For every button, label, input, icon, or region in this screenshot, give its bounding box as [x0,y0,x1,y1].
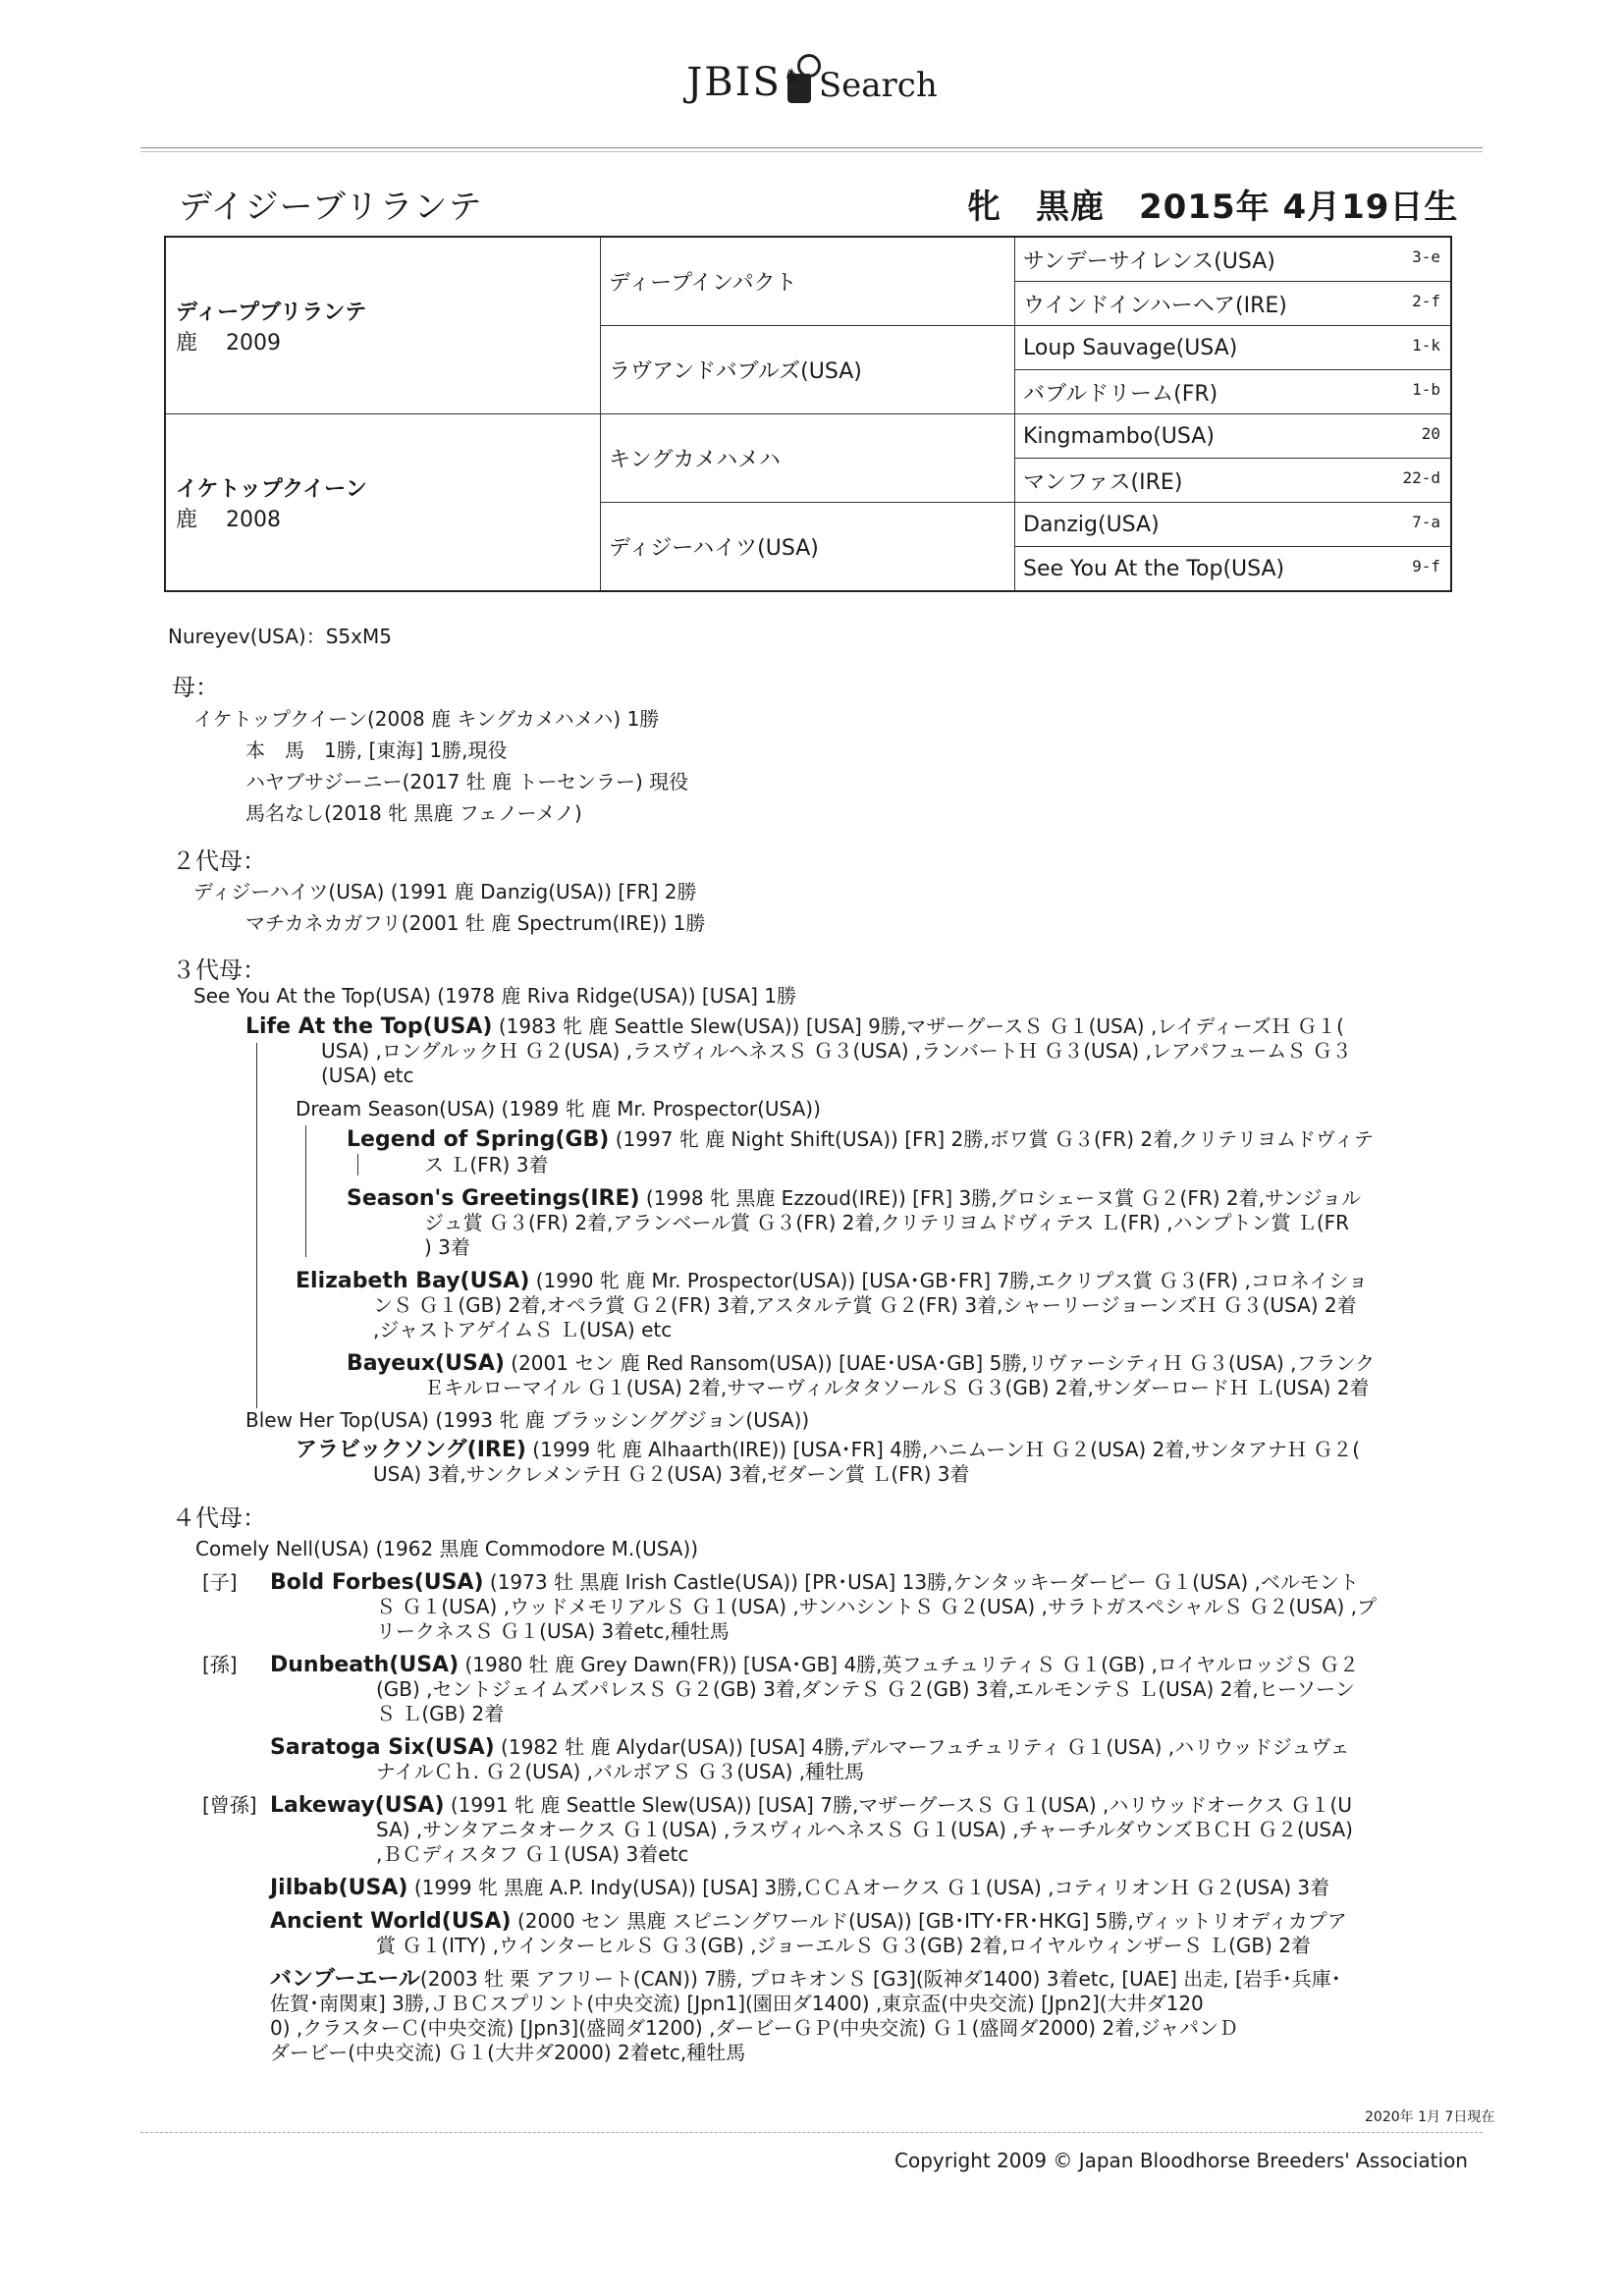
horse-name-bold[interactable]: アラビックソング(IRE) [296,1438,526,1462]
generation-label: [孫] [202,1653,238,1676]
grandparent-cell [601,237,1015,326]
family-line: Bayeux(USA) (2001 セン 鹿 Red Ransom(USA)) [UAE･USA･GB] 5勝,リヴァーシティＨ Ｇ３(USA) ,フランク [347,1351,1376,1376]
great-grandparent-cell [1015,282,1452,326]
great-grandparent-name[interactable]: バブルドリーム(FR) [1023,381,1218,407]
horse-name-bold[interactable]: Lakeway(USA) [270,1793,445,1818]
horse-name-bold[interactable]: Season's Greetings(IRE) [347,1186,640,1211]
tree-connector [256,1043,257,1408]
family-line: USA) 3着,サンクレメンテＨ Ｇ２(USA) 3着,ゼダーン賞 Ｌ(FR) 3着 [373,1462,970,1486]
family-line: ,ジャストアゲイムＳ Ｌ(USA) etc [373,1318,673,1341]
family-line: ,ＢＣディスタフ Ｇ１(USA) 3着etc [376,1842,689,1866]
family-line: Lakeway(USA) (1991 牝 鹿 Seattle Slew(USA)) [USA] 7勝,マザーグースＳ Ｇ１(USA) ,ハリウッドオークス Ｇ１(U [270,1793,1352,1818]
logo-jbis-text: JBIS [686,60,782,105]
header [0,54,1624,105]
section-fourth-dam: ４代母： [172,1504,266,1532]
family-line: 馬名なし(2018 牝 黒鹿 フェノーメノ) [245,801,582,825]
horse-name-bold[interactable]: Dunbeath(USA) [270,1653,460,1677]
section-second-dam: ２代母： [172,847,266,875]
family-code: 1-b [1412,380,1440,399]
sire-detail: 鹿 2009 [176,330,281,355]
tree-connector [305,1125,306,1257]
family-line: ジュ賞 Ｇ３(FR) 2着,アランベール賞 Ｇ３(FR) 2着,クリテリヨムドヴィテス Ｌ(FR) ,ハンプトン賞 Ｌ(FR [424,1211,1350,1234]
family-line: 本 馬 1勝, [東海] 1勝,現役 [245,738,508,762]
family-line: ス Ｌ(FR) 3着 [424,1153,549,1176]
horse-name: デイジーブリランテ [179,188,483,227]
horse-name-bold[interactable]: Elizabeth Bay(USA) [296,1269,530,1293]
as-of-date: 2020年 1月 7日現在 [1365,2109,1495,2125]
great-grandparent-name[interactable]: Loup Sauvage(USA) [1023,335,1238,360]
great-grandparent-cell [1015,237,1452,282]
great-grandparent-name[interactable]: Danzig(USA) [1023,512,1160,537]
family-line: Saratoga Six(USA) (1982 牡 鹿 Alydar(USA)) [USA] 4勝,デルマーフュチュリティ Ｇ１(USA) ,ハリウッドジュヴェ [270,1735,1350,1760]
family-code: 3-e [1412,247,1440,266]
great-grandparent-cell [1015,459,1452,503]
horse-name-bold[interactable]: Jilbab(USA) [270,1876,408,1900]
copyright: Copyright 2009 © Japan Bloodhorse Breeders' Association [894,2149,1468,2172]
family-line: Dunbeath(USA) (1980 牡 鹿 Grey Dawn(FR)) [USA･GB] 4勝,英フュチュリティＳ Ｇ１(GB) ,ロイヤルロッジＳ Ｇ２ [270,1653,1359,1677]
jbis-search-logo[interactable] [686,54,938,105]
horse-cup-icon: ♞ [784,54,817,105]
family-line: 佐賀･南関東] 3勝,ＪＢＣスプリント(中央交流) [Jpn1](園田ダ1400) ,東京盃(中央交流) [Jpn2](大井ダ120 [270,1992,1204,2015]
family-line: See You At the Top(USA) (1978 鹿 Riva Ridge(USA)) [USA] 1勝 [193,984,796,1008]
grandparent-cell [601,326,1015,414]
family-line: Jilbab(USA) (1999 牝 黒鹿 A.P. Indy(USA)) [USA] 3勝,ＣＣＡオークス Ｇ１(USA) ,コティリオンＨ Ｇ２(USA) 3着 [270,1876,1330,1900]
family-line: ンＳ Ｇ１(GB) 2着,オペラ賞 Ｇ２(FR) 3着,アスタルテ賞 Ｇ２(FR) 3着,シャーリージョーンズＨ Ｇ３(USA) 2着 [373,1293,1357,1317]
horse-name-bold[interactable]: Saratoga Six(USA) [270,1735,495,1760]
family-line: (USA) etc [321,1064,414,1087]
horse-name-bold[interactable]: Life At the Top(USA) [245,1014,493,1039]
great-grandparent-cell [1015,503,1452,547]
dam-cell [165,414,601,592]
family-line: リークネスＳ Ｇ１(USA) 3着etc,種牡馬 [376,1619,730,1643]
family-line: Season's Greetings(IRE) (1998 牝 黒鹿 Ezzoud(IRE)) [FR] 3勝,グロシェーヌ賞 Ｇ２(FR) 2着,サンジョル [347,1186,1362,1211]
sire-name[interactable]: ディープブリランテ [176,300,367,325]
family-line: Legend of Spring(GB) (1997 牝 鹿 Night Shift(USA)) [FR] 2勝,ボワ賞 Ｇ３(FR) 2着,クリテリヨムドヴィテ [347,1127,1374,1152]
great-grandparent-name[interactable]: Kingmambo(USA) [1023,423,1215,449]
horse-name-bold[interactable]: バンブーエール [270,1967,420,1992]
great-grandparent-name[interactable]: See You At the Top(USA) [1023,556,1285,581]
family-line: Elizabeth Bay(USA) (1990 牝 鹿 Mr. Prospector(USA)) [USA･GB･FR] 7勝,エクリプス賞 Ｇ３(FR) ,コロネイショ [296,1269,1369,1293]
great-grandparent-name[interactable]: マンファス(IRE) [1023,469,1183,495]
great-grandparent-name[interactable]: サンデーサイレンス(USA) [1023,248,1275,274]
great-grandparent-name[interactable]: ウインドインハーヘア(IRE) [1023,293,1287,318]
sire-cell [165,237,601,414]
family-code: 2-f [1412,292,1440,310]
family-line: ハヤブサジーニー(2017 牡 鹿 トーセンラー) 現役 [245,770,689,793]
grandparent-name[interactable]: ディープインパクト [609,271,797,296]
horse-info: 牝 黒鹿 2015年 4月19日生 [967,188,1459,227]
family-line: マチカネカガフリ(2001 牡 鹿 Spectrum(IRE)) 1勝 [245,911,706,935]
header-divider-inner [140,151,1483,152]
grandparent-cell [601,414,1015,503]
family-line: USA) ,ロングルックＨ Ｇ２(USA) ,ラスヴィルヘネスＳ Ｇ３(USA) ,ランバートＨ Ｇ３(USA) ,レアパフュームＳ Ｇ３ [321,1039,1352,1063]
grandparent-cell [601,503,1015,592]
grandparent-name[interactable]: ディジーハイツ(USA) [609,536,819,561]
family-line: 賞 Ｇ１(ITY) ,ウインターヒルＳ Ｇ３(GB) ,ジョーエルＳ Ｇ３(GB) 2着,ロイヤルウィンザーＳ Ｌ(GB) 2着 [376,1934,1311,1957]
header-divider [140,147,1483,148]
family-line: Ancient World(USA) (2000 セン 黒鹿 スピニングワールド(USA)) [GB･ITY･FR･HKG] 5勝,ヴィットリオディカプア [270,1909,1347,1934]
generation-label: [曾孫] [202,1793,257,1817]
section-third-dam: ３代母： [172,957,266,984]
family-line: Life At the Top(USA) (1983 牝 鹿 Seattle Slew(USA)) [USA] 9勝,マザーグースＳ Ｇ１(USA) ,レイディーズＨ Ｇ１( [245,1014,1344,1039]
inbreeding-cross: Nureyev(USA)：S5xM5 [168,625,392,648]
family-code: 1-k [1412,336,1440,355]
pedigree-table [164,236,1452,592]
family-code: 20 [1421,424,1440,443]
tree-connector [357,1154,358,1175]
dam-name[interactable]: イケトップクイーン [176,476,367,502]
family-line: Bold Forbes(USA) (1973 牡 黒鹿 Irish Castle(USA)) [PR･USA] 13勝,ケンタッキーダービー Ｇ１(USA) ,ベルモント [270,1570,1359,1595]
horse-name-bold[interactable]: Bayeux(USA) [347,1351,505,1376]
family-line: ディジーハイツ(USA) (1991 鹿 Danzig(USA)) [FR] 2勝 [193,880,697,903]
family-line: SA) ,サンタアニタオークス Ｇ１(USA) ,ラスヴィルヘネスＳ Ｇ１(USA) ,チャーチルダウンズＢＣＨ Ｇ２(USA) [376,1818,1353,1841]
family-code: 22-d [1402,468,1440,487]
horse-name-bold[interactable]: Legend of Spring(GB) [347,1127,610,1152]
great-grandparent-cell [1015,414,1452,459]
family-line: Ｓ Ｇ１(USA) ,ウッドメモリアルＳ Ｇ１(USA) ,サンハシントＳ Ｇ２(USA) ,サラトガスペシャルＳ Ｇ２(USA) ,プ [376,1595,1377,1618]
section-dam: 母： [172,674,219,701]
family-line: バンブーエール(2003 牡 栗 アフリート(CAN)) 7勝, プロキオンＳ [G3](阪神ダ1400) 3着etc, [UAE] 出走, [岩手･兵庫･ [270,1967,1341,1992]
grandparent-name[interactable]: キングカメハメハ [609,448,781,472]
family-line: ダービー(中央交流) Ｇ１(大井ダ2000) 2着etc,種牡馬 [270,2041,746,2064]
horse-name-bold[interactable]: Ancient World(USA) [270,1909,512,1934]
family-line: Ｓ Ｌ(GB) 2着 [376,1702,505,1725]
family-line: Dream Season(USA) (1989 牝 鹿 Mr. Prospector(USA)) [296,1097,821,1121]
great-grandparent-cell [1015,370,1452,414]
family-code: 9-f [1412,557,1440,575]
great-grandparent-cell [1015,547,1452,592]
grandparent-name[interactable]: ラヴアンドバブルズ(USA) [609,359,862,384]
family-line: ナイルＣｈ. Ｇ２(USA) ,バルボアＳ Ｇ３(USA) ,種牡馬 [376,1760,865,1783]
generation-label: [子] [202,1570,238,1594]
family-line: ) 3着 [424,1235,470,1259]
family-line: イケトップクイーン(2008 鹿 キングカメハメハ) 1勝 [193,707,660,731]
family-line: アラビックソング(IRE) (1999 牝 鹿 Alhaarth(IRE)) [USA･FR] 4勝,ハニムーンＨ Ｇ２(USA) 2着,サンタアナＨ Ｇ２( [296,1438,1361,1462]
family-line: Ｅキルローマイル Ｇ１(USA) 2着,サマーヴィルタタソールＳ Ｇ３(GB) 2着,サンダーロードＨ Ｌ(USA) 2着 [424,1376,1370,1399]
logo-search-text: Search [818,66,938,105]
footer-divider [140,2132,1483,2133]
horse-name-bold[interactable]: Bold Forbes(USA) [270,1570,484,1595]
family-line: Blew Her Top(USA) (1993 牝 鹿 ブラッシンググジョン(USA)) [245,1408,810,1432]
family-line: Comely Nell(USA) (1962 黒鹿 Commodore M.(USA)) [195,1537,699,1560]
family-code: 7-a [1412,513,1440,531]
great-grandparent-cell [1015,326,1452,370]
family-line: (GB) ,セントジェイムズパレスＳ Ｇ２(GB) 3着,ダンテＳ Ｇ２(GB) 3着,エルモンテＳ Ｌ(USA) 2着,ヒーソーン [376,1677,1355,1701]
family-line: 0) ,クラスターＣ(中央交流) [Jpn3](盛岡ダ1200) ,ダービーＧＰ(中央交流) Ｇ１(盛岡ダ2000) 2着,ジャパンＤ [270,2016,1239,2040]
dam-detail: 鹿 2008 [176,507,281,532]
